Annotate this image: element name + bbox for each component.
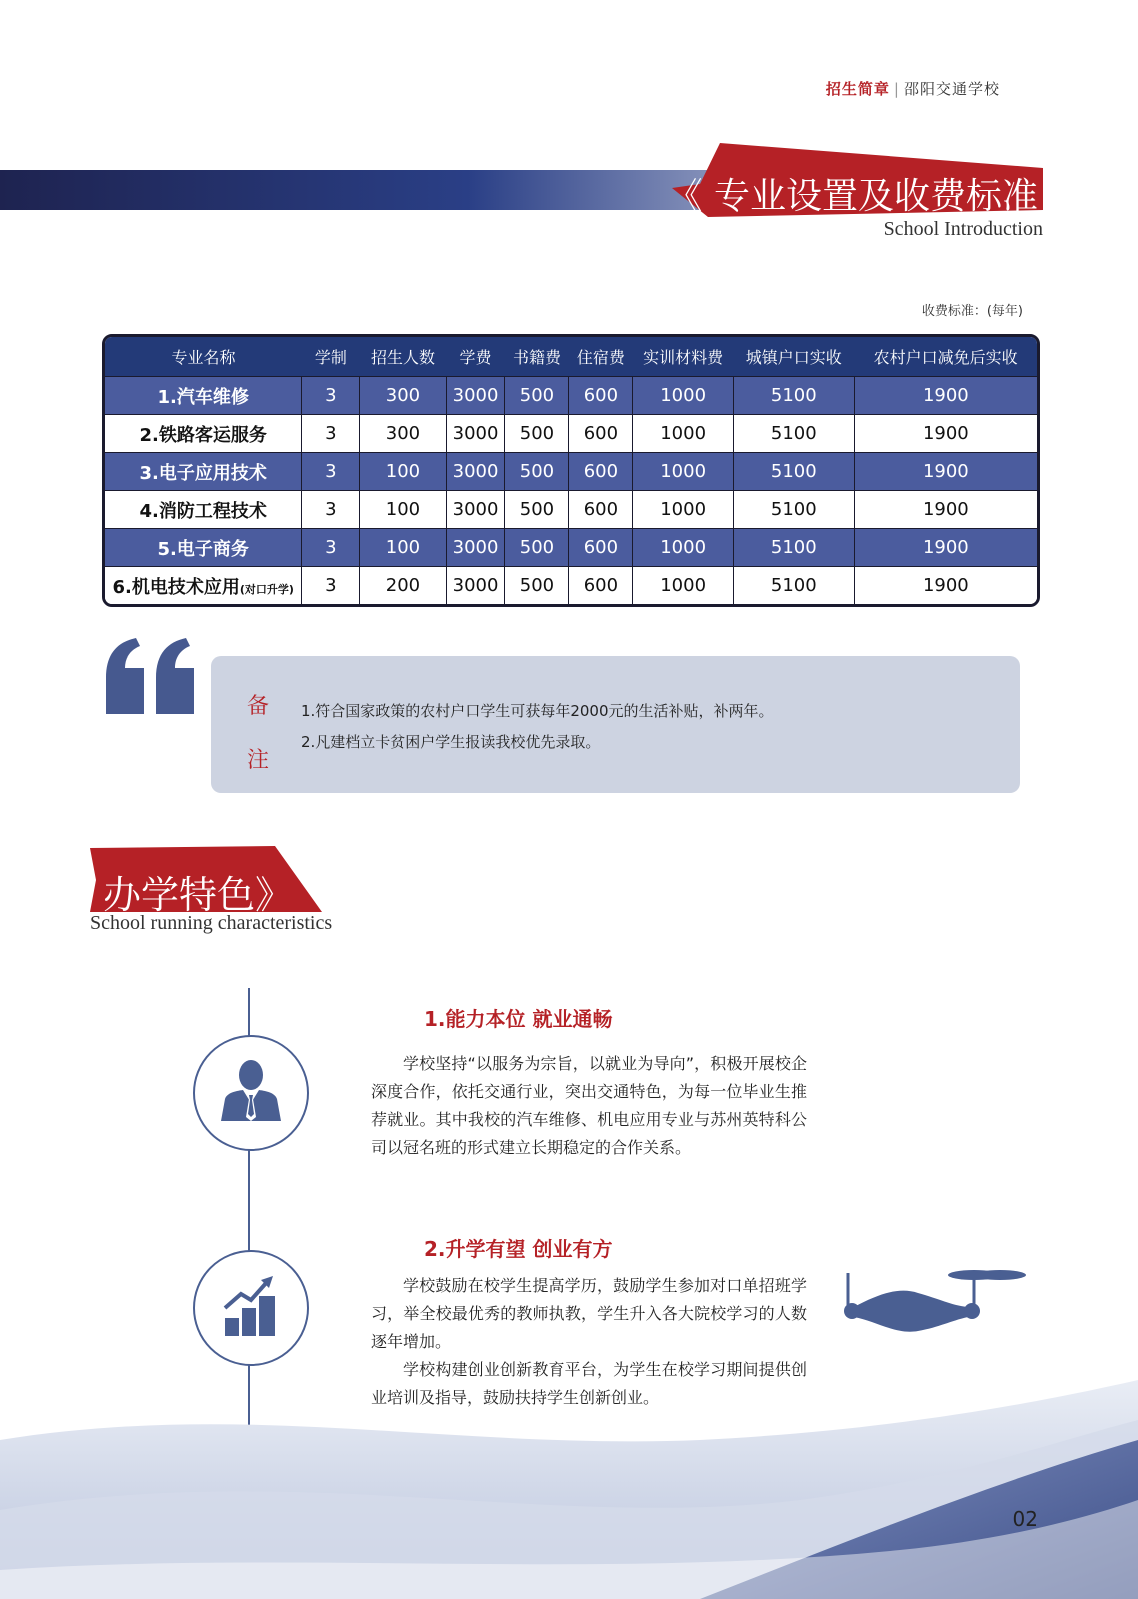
enroll-cell: 200 xyxy=(360,567,446,605)
table-row xyxy=(105,415,1037,453)
fee-note: 收费标准：(每年) xyxy=(921,304,1023,319)
feature1-paragraph: 学校坚持“以服务为宗旨，以就业为导向”，积极开展校企深度合作，依托交通行业，突出交通特色，为每一位毕业生推荐就业。其中我校的汽车维修、机电应用专业与苏州英特科公司以冠名班的形式建立长期稳定的合作关系。 xyxy=(371,1054,807,1157)
books-cell: 500 xyxy=(505,415,569,453)
rural-cell: 1900 xyxy=(854,491,1037,529)
major-name: 5.电子商务 xyxy=(105,529,302,567)
urban-cell: 5100 xyxy=(733,567,854,605)
urban-cell: 5100 xyxy=(733,491,854,529)
urban-cell: 5100 xyxy=(733,415,854,453)
table-row xyxy=(105,491,1037,529)
remark-label-char: 备 xyxy=(246,694,269,719)
remark-label xyxy=(246,680,270,788)
major-name-suffix: (对口升学) xyxy=(239,582,294,596)
rural-cell: 1900 xyxy=(854,453,1037,491)
feature1-title: 1.能力本位 就业通畅 xyxy=(424,1007,613,1031)
businessman-icon xyxy=(195,1037,307,1149)
dorm-cell: 600 xyxy=(569,567,633,605)
rural-cell: 1900 xyxy=(854,567,1037,605)
school-name: 邵阳交通学校 xyxy=(903,80,1000,98)
years-cell: 3 xyxy=(302,415,360,453)
growth-chart-icon xyxy=(195,1252,307,1364)
enroll-cell: 100 xyxy=(360,491,446,529)
quote-mark-icon xyxy=(106,638,198,718)
feature2-circle xyxy=(193,1250,309,1366)
training-cell: 1000 xyxy=(633,529,734,567)
table-row xyxy=(105,377,1037,415)
years-cell: 3 xyxy=(302,567,360,605)
column-header: 学制 xyxy=(302,337,360,377)
training-cell: 1000 xyxy=(633,415,734,453)
enroll-cell: 300 xyxy=(360,415,446,453)
tuition-cell: 3000 xyxy=(446,491,505,529)
years-cell: 3 xyxy=(302,377,360,415)
column-header: 学费 xyxy=(446,337,505,377)
training-cell: 1000 xyxy=(633,453,734,491)
books-cell: 500 xyxy=(505,567,569,605)
dorm-cell: 600 xyxy=(569,491,633,529)
enroll-cell: 100 xyxy=(360,529,446,567)
section2-title: 办学特色》 xyxy=(103,873,294,917)
feature2-paragraph: 学校构建创业创新教育平台，为学生在校学习期间提供创业培训及指导，鼓励扶持学生创新创业。 xyxy=(371,1360,807,1407)
remark-label-char: 注 xyxy=(246,748,269,773)
fee-table xyxy=(102,334,1040,607)
drone-icon xyxy=(840,1265,1030,1335)
major-name: 2.铁路客运服务 xyxy=(105,415,302,453)
enroll-cell: 300 xyxy=(360,377,446,415)
table-row xyxy=(105,529,1037,567)
brand-separator: | xyxy=(893,80,900,98)
years-cell: 3 xyxy=(302,529,360,567)
years-cell: 3 xyxy=(302,453,360,491)
tuition-cell: 3000 xyxy=(446,415,505,453)
major-name xyxy=(105,567,302,605)
urban-cell: 5100 xyxy=(733,377,854,415)
section2-subtitle: School running characteristics xyxy=(90,912,333,934)
dorm-cell: 600 xyxy=(569,415,633,453)
tuition-cell: 3000 xyxy=(446,567,505,605)
header-brand xyxy=(826,78,1000,99)
training-cell: 1000 xyxy=(633,377,734,415)
books-cell: 500 xyxy=(505,529,569,567)
books-cell: 500 xyxy=(505,377,569,415)
tuition-cell: 3000 xyxy=(446,377,505,415)
dorm-cell: 600 xyxy=(569,453,633,491)
years-cell: 3 xyxy=(302,491,360,529)
dorm-cell: 600 xyxy=(569,377,633,415)
brand-tag: 招生简章 xyxy=(825,80,890,98)
books-cell: 500 xyxy=(505,453,569,491)
feature1-text xyxy=(371,1050,807,1162)
section1-subtitle: School Introduction xyxy=(883,218,1043,240)
major-name: 4.消防工程技术 xyxy=(105,491,302,529)
feature1-circle xyxy=(193,1035,309,1151)
column-header: 城镇户口实收 xyxy=(733,337,854,377)
bottom-wave-decoration xyxy=(0,1380,1138,1599)
rural-cell: 1900 xyxy=(854,529,1037,567)
remark-line: 2.凡建档立卡贫困户学生报读我校优先录取。 xyxy=(301,733,601,751)
feature2-paragraph: 学校鼓励在校学生提高学历，鼓励学生参加对口单招班学习，举全校最优秀的教师执教，学生升入各大院校学习的人数逐年增加。 xyxy=(371,1276,807,1351)
remark-line: 1.符合国家政策的农村户口学生可获每年2000元的生活补贴，补两年。 xyxy=(301,702,774,720)
column-header: 招生人数 xyxy=(360,337,446,377)
urban-cell: 5100 xyxy=(733,453,854,491)
major-name: 3.电子应用技术 xyxy=(105,453,302,491)
dorm-cell: 600 xyxy=(569,529,633,567)
column-header: 实训材料费 xyxy=(633,337,734,377)
major-name: 1.汽车维修 xyxy=(105,377,302,415)
column-header: 专业名称 xyxy=(105,337,302,377)
page-number: 02 xyxy=(1012,1507,1038,1531)
training-cell: 1000 xyxy=(633,567,734,605)
section1-title: 《 专业设置及收费标准 xyxy=(666,176,1038,217)
table-row xyxy=(105,453,1037,491)
enroll-cell: 100 xyxy=(360,453,446,491)
remark-box xyxy=(211,656,1020,793)
urban-cell: 5100 xyxy=(733,529,854,567)
fee-table-grid xyxy=(105,337,1037,604)
column-header: 住宿费 xyxy=(569,337,633,377)
rural-cell: 1900 xyxy=(854,415,1037,453)
table-header-row xyxy=(105,337,1037,377)
column-header: 书籍费 xyxy=(505,337,569,377)
table-row xyxy=(105,567,1037,605)
tuition-cell: 3000 xyxy=(446,529,505,567)
rural-cell: 1900 xyxy=(854,377,1037,415)
column-header: 农村户口减免后实收 xyxy=(854,337,1037,377)
tuition-cell: 3000 xyxy=(446,453,505,491)
books-cell: 500 xyxy=(505,491,569,529)
training-cell: 1000 xyxy=(633,491,734,529)
major-name-text: 6.机电技术应用 xyxy=(112,576,240,598)
feature2-title: 2.升学有望 创业有方 xyxy=(424,1237,613,1261)
